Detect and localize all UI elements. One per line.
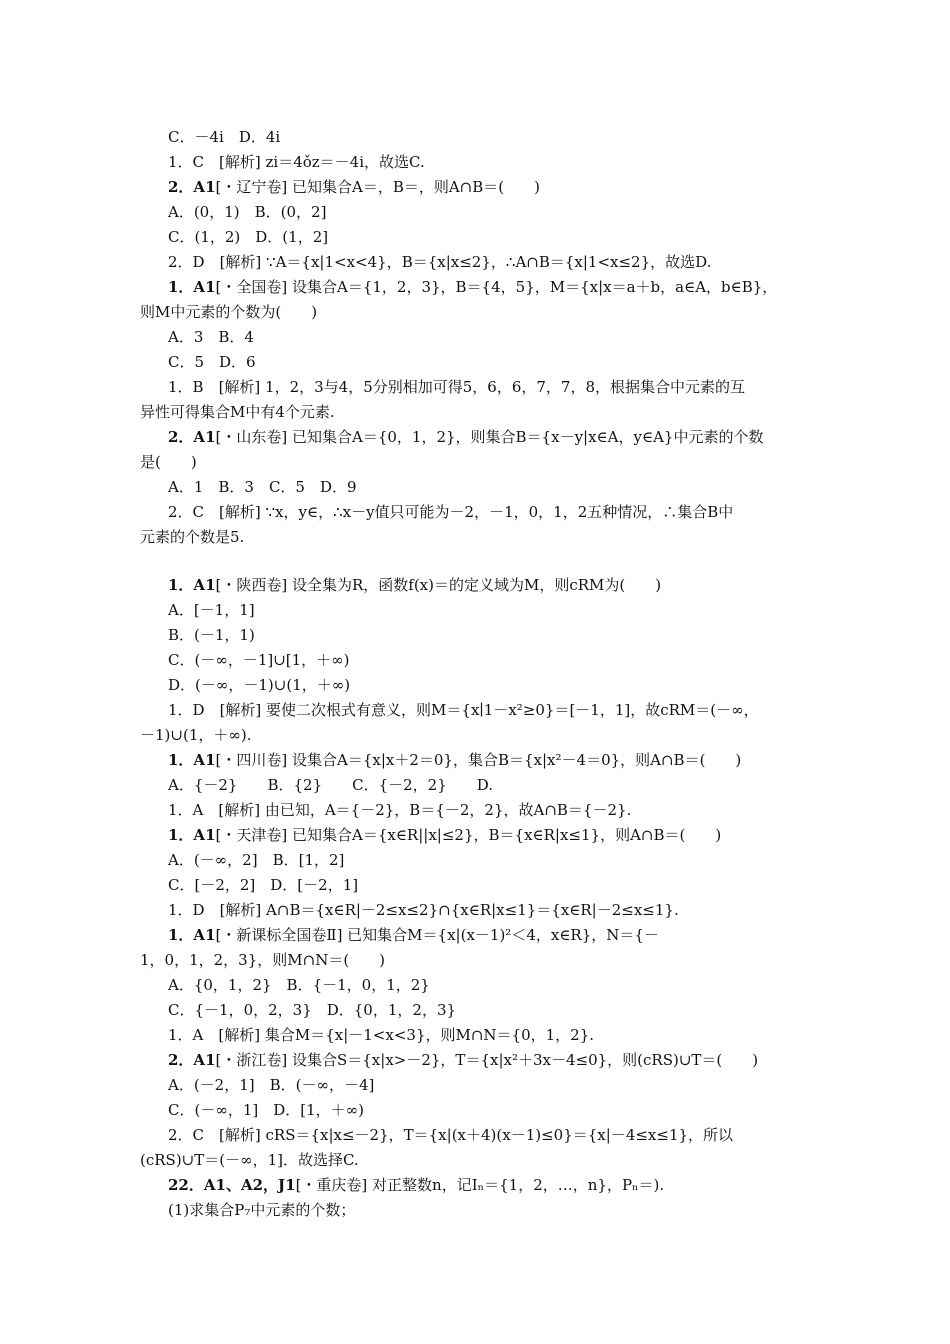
line-6: 2．D [解析] ∵A＝{x|1<x<4}，B＝{x|x≤2}，∴A∩B＝{x|1<x≤2}，故选D. — [168, 253, 712, 271]
line-4: A．(0，1) B．(0，2] — [168, 203, 327, 221]
line-8: 则M中元素的个数为( ) — [140, 303, 318, 321]
line-22: D．(－∞，－1)∪(1，＋∞) — [168, 676, 351, 694]
line-26: A．{－2} B．{2} C．{－2，2} D. — [168, 776, 494, 794]
line-27: 1．A [解析] 由已知，A＝{－2}，B＝{－2，2}，故A∩B＝{－2}. — [168, 801, 632, 819]
line-40: 2．C [解析] cRS＝{x|x≤－2}，T＝{x|(x＋4)(x－1)≤0}＝{x|－4≤x≤1}，所以 — [168, 1126, 734, 1144]
line-21: C．(－∞，－1]∪[1，＋∞) — [168, 651, 350, 669]
line-10: C．5 D．6 — [168, 353, 256, 371]
line-30: C．[－2，2] D．[－2，1] — [168, 876, 359, 894]
line-12: 异性可得集合M中有4个元素. — [140, 403, 335, 421]
line-2: 1．C [解析] zi＝4ǒz＝－4i，故选C. — [168, 153, 425, 171]
line-31: 1．D [解析] A∩B＝{x∈R|－2≤x≤2}∩{x∈R|x≤1}＝{x∈R|－2≤x≤1}. — [168, 901, 679, 919]
line-28: 1．A1[・天津卷] 已知集合A＝{x∈R||x|≤2}，B＝{x∈R|x≤1}，则A∩B＝( ) — [168, 826, 722, 844]
line-38: A．(－2，1] B．(－∞，－4] — [168, 1076, 375, 1094]
line-36: 1．A [解析] 集合M＝{x|－1<x<3}，则M∩N＝{0，1，2}. — [168, 1026, 595, 1044]
line-37: 2．A1[・浙江卷] 设集合S＝{x|x>－2}，T＝{x|x²＋3x－4≤0}，则(cRS)∪T＝( ) — [168, 1051, 759, 1069]
line-14: 是( ) — [140, 453, 197, 471]
line-34: A．{0，1，2} B．{－1，0，1，2} — [168, 976, 430, 994]
line-15: A．1 B．3 C．5 D．9 — [168, 478, 357, 496]
line-11: 1．B [解析] 1，2，3与4，5分别相加可得5，6，6，7，7，8，根据集合中元素的互 — [168, 378, 746, 396]
line-16: 2．C [解析] ∵x，y∈，∴x－y值只可能为－2，－1，0，1，2五种情况，∴集合B中 — [168, 503, 734, 521]
line-32: 1．A1[・新课标全国卷Ⅱ] 已知集合M＝{x|(x－1)²＜4，x∈R}，N＝{－ — [168, 926, 659, 944]
line-19: A．[－1，1] — [168, 601, 255, 619]
line-1: C．－4i D．4i — [168, 128, 281, 146]
line-18: 1．A1[・陕西卷] 设全集为R，函数f(x)＝的定义域为M，则cRM为( ) — [168, 576, 662, 594]
line-20: B．(－1，1) — [168, 626, 255, 644]
line-24: －1)∪(1，＋∞). — [140, 726, 252, 744]
line-43: (1)求集合P₇中元素的个数； — [168, 1201, 356, 1219]
line-33: 1，0，1，2，3}，则M∩N＝( ) — [140, 951, 386, 969]
line-41: (cRS)∪T＝(－∞，1]．故选择C. — [140, 1151, 359, 1169]
line-29: A．(－∞，2] B．[1，2] — [168, 851, 345, 869]
line-35: C．{－1，0，2，3} D．{0，1，2，3} — [168, 1001, 457, 1019]
line-9: A．3 B．4 — [168, 328, 254, 346]
line-23: 1．D [解析] 要使二次根式有意义，则M＝{x∣1－x²≥0}＝[－1，1]，故cRM＝(－∞， — [168, 701, 759, 719]
line-13: 2．A1[・山东卷] 已知集合A＝{0，1，2}，则集合B＝{x－y|x∈A，y∈A}中元素的个数 — [168, 428, 764, 446]
line-42: 22．A1、A2，J1[・重庆卷] 对正整数n，记Iₙ＝{1，2，…，n}，Pₙ＝). — [168, 1176, 665, 1194]
line-17: 元素的个数是5. — [140, 528, 245, 546]
line-25: 1．A1[・四川卷] 设集合A＝{x|x＋2＝0}，集合B＝{x|x²－4＝0}，则A∩B＝( ) — [168, 751, 742, 769]
line-39: C．(－∞，1] D．[1，＋∞) — [168, 1101, 364, 1119]
line-5: C．(1，2) D．(1，2] — [168, 228, 329, 246]
line-7: 1．A1[・全国卷] 设集合A＝{1，2，3}，B＝{4，5}，M＝{x|x＝a＋b，a∈A，b∈B}， — [168, 278, 778, 296]
line-3: 2．A1[・辽宁卷] 已知集合A＝，B＝，则A∩B＝( ) — [168, 178, 540, 196]
